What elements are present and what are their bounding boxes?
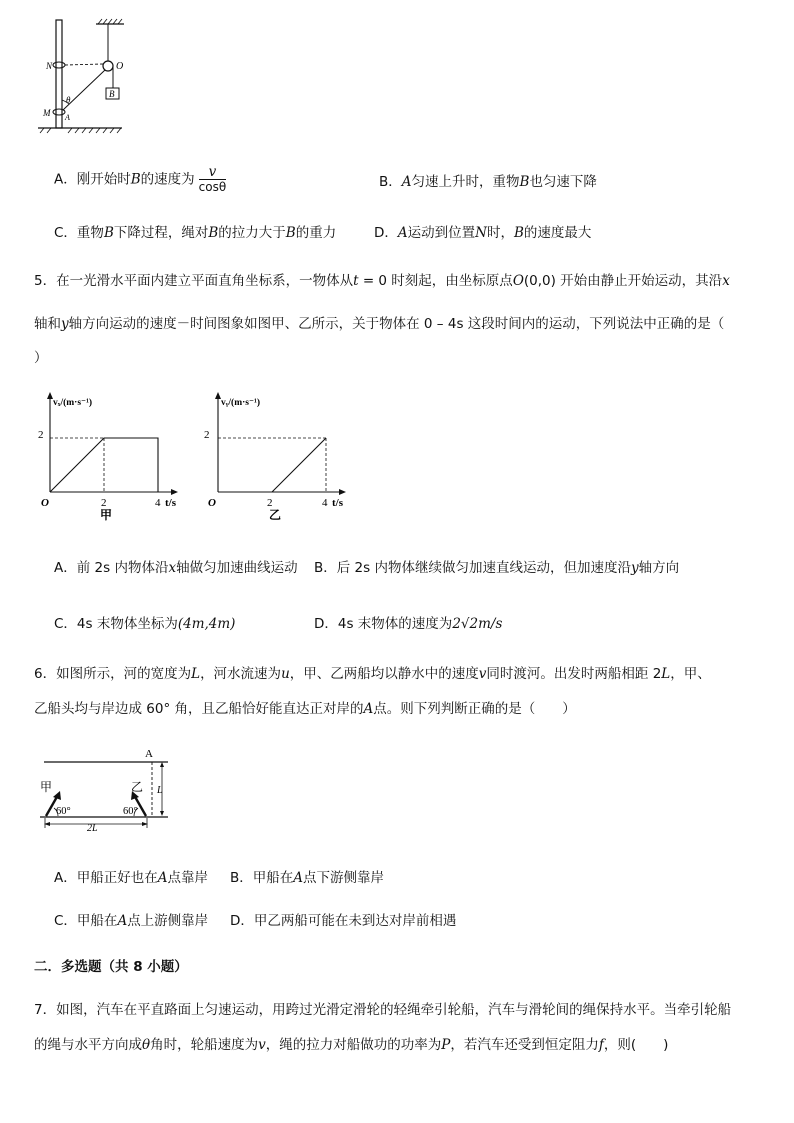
graph-jia-xtick-2: 2 [101, 497, 107, 509]
fraction: $\frac{v}{\cos\theta}$ [198, 164, 227, 194]
q7-stem-line-2: 的绳与水平方向成θ角时，轮船速度为v，绳的拉力对船做功的功率为P，若汽车还受到恒定阻力f，则( ) [34, 1037, 669, 1053]
graph-yi-xtick-2: 2 [267, 497, 273, 509]
label-O: O [116, 61, 124, 72]
q5-option-c: C．4s 末物体坐标为(4m,4m) [54, 616, 236, 632]
q4-option-b: B．A匀速上升时，重物B也匀速下降 [379, 174, 597, 190]
section-heading: 二．多选题（共 8 小题） [34, 959, 188, 975]
q7-stem-line-1: 7．如图，汽车在平直路面上匀速运动，用跨过光滑定滑轮的轻绳牵引轮船，汽车与滑轮间的绳保持水平。当牵引轮船 [34, 1002, 732, 1018]
q5-stem-line-1: 5．在一光滑水平面内建立平面直角坐标系，一物体从t = 0 时刻起，由坐标原点O(0,0) 开始由静止开始运动，其沿x [34, 273, 730, 289]
q5-stem-line-3: ） [34, 350, 48, 366]
label-B: B [109, 89, 115, 99]
label-N: N [46, 61, 53, 71]
graph-jia-ylabel: vₓ/(m·s⁻¹) [53, 398, 93, 408]
q5-option-b: B．后 2s 内物体继续做匀加速直线运动，但加速度沿y轴方向 [314, 560, 680, 576]
river-label-angle-1: 60° [56, 806, 71, 817]
graph-yi-origin: O [208, 497, 216, 509]
label-theta: θ [66, 95, 71, 105]
q4-option-d: D．A运动到位置N时，B的速度最大 [374, 225, 592, 241]
graph-yi-caption: 乙 [269, 508, 282, 522]
q5-stem-line-2: 轴和y轴方向运动的速度－时间图象如图甲、乙所示，关于物体在 0 – 4s 这段时间内的运动，下列说法中正确的是（ [34, 316, 725, 332]
q6-stem-line-2: 乙船头均与岸边成 60° 角，且乙船恰好能直达正对岸的A点。则下列判断正确的是（ ） [34, 701, 576, 717]
river-label-L: L [157, 785, 163, 796]
graph-jia [34, 388, 196, 523]
river-label-A: A [145, 748, 153, 760]
q6-option-d: D．甲乙两船可能在未到达对岸前相遇 [230, 913, 457, 929]
river-label-2L: 2L [87, 823, 98, 834]
q5-option-a: A．前 2s 内物体沿x轴做匀加速曲线运动 [54, 560, 298, 576]
pulley-figure [34, 14, 134, 136]
label-A: A [65, 113, 70, 122]
q6-option-c: C．甲船在A点上游侧靠岸 [54, 913, 209, 929]
graph-jia-caption: 甲 [100, 508, 113, 522]
graph-yi-xtick-4: 4 [322, 497, 328, 509]
graph-yi [196, 388, 358, 523]
graph-jia-ytick: 2 [38, 429, 44, 441]
graph-jia-xlabel: t/s [165, 497, 176, 509]
q4-option-a: A．刚开始时B的速度为 $\frac{v}{\cos\theta}$ [54, 164, 227, 194]
label-M: M [43, 108, 51, 118]
graph-yi-series-line [218, 438, 326, 492]
q6-option-b: B．甲船在A点下游侧靠岸 [230, 870, 385, 886]
river-figure [34, 744, 179, 834]
river-label-angle-2: 60° [123, 806, 138, 817]
river-label-jia: 甲 [40, 780, 53, 794]
river-label-yi: 乙 [131, 780, 144, 794]
q4-option-c: C．重物B下降过程，绳对B的拉力大于B的重力 [54, 225, 337, 241]
graph-jia-origin: O [41, 497, 49, 509]
graph-yi-ytick: 2 [204, 429, 210, 441]
q6-option-a: A．甲船正好也在A点靠岸 [54, 870, 208, 886]
graph-yi-xlabel: t/s [332, 497, 343, 509]
graph-yi-ylabel: vᵧ/(m·s⁻¹) [221, 398, 261, 408]
q5-option-d: D．4s 末物体的速度为2√2m/s [314, 616, 503, 632]
q6-stem-line-1: 6．如图所示，河的宽度为L，河水流速为u，甲、乙两船均以静水中的速度v同时渡河。出发时两船相距 2L，甲、 [34, 666, 711, 682]
graph-jia-xtick-4: 4 [155, 497, 161, 509]
